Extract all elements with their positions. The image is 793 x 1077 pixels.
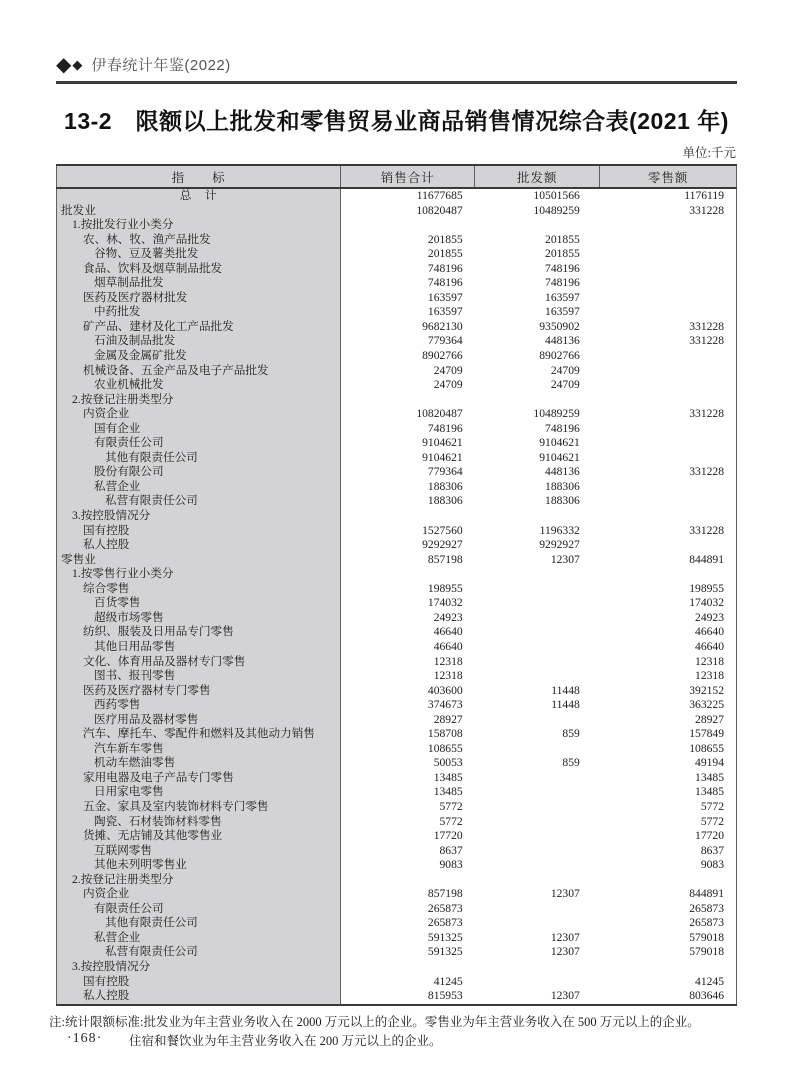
cell-sales-total: 13485 xyxy=(341,785,475,800)
table-row xyxy=(57,364,737,379)
cell-sales-total: 11677685 xyxy=(341,188,475,204)
cell-sales-total: 265873 xyxy=(341,902,475,917)
cell-sales-total: 12318 xyxy=(341,669,475,684)
cell-retail: 12318 xyxy=(695,669,724,683)
row-indicator: 零售业 xyxy=(57,553,341,568)
row-indicator: 陶瓷、石材装饰材料零售 xyxy=(57,815,341,830)
cell-sales-total: 9682130 xyxy=(341,320,475,335)
cell-sales-total: 41245 xyxy=(341,975,475,990)
cell-sales-total: 24709 xyxy=(341,364,475,379)
cell-retail: 198955 xyxy=(689,581,724,595)
cell-sales-total: 188306 xyxy=(341,494,475,509)
cell-wholesale: 201855 xyxy=(545,247,580,261)
cell-retail: 331228 xyxy=(689,203,724,217)
table-row xyxy=(57,451,737,466)
table-row xyxy=(57,945,737,960)
cell-wholesale: 12307 xyxy=(550,552,580,566)
cell-wholesale: 12307 xyxy=(550,887,580,901)
cell-wholesale: 201855 xyxy=(545,232,580,246)
cell-retail: 46640 xyxy=(695,639,724,653)
cell-wholesale xyxy=(475,713,600,728)
cell-wholesale xyxy=(475,800,600,815)
table-row xyxy=(57,524,737,539)
cell-wholesale: 748196 xyxy=(545,421,580,435)
cell-wholesale: 448136 xyxy=(545,465,580,479)
cell-retail: 331228 xyxy=(689,319,724,333)
table-row xyxy=(57,465,737,480)
row-indicator: 汽车、摩托车、零配件和燃料及其他动力销售 xyxy=(57,727,341,742)
cell-retail: 844891 xyxy=(689,887,724,901)
cell-wholesale xyxy=(475,844,600,859)
cell-wholesale xyxy=(475,771,600,786)
cell-retail xyxy=(600,218,737,233)
cell-sales-total: 198955 xyxy=(341,582,475,597)
cell-retail xyxy=(600,349,737,364)
cell-retail: 46640 xyxy=(695,625,724,639)
row-indicator: 1.按批发行业小类分 xyxy=(57,218,341,233)
table-row xyxy=(57,596,737,611)
table-row xyxy=(57,960,737,975)
page-header xyxy=(56,0,737,75)
row-indicator: 机械设备、五金产品及电子产品批发 xyxy=(57,364,341,379)
table-row xyxy=(57,916,737,931)
cell-sales-total: 591325 xyxy=(341,945,475,960)
table-row xyxy=(57,305,737,320)
cell-sales-total xyxy=(341,873,475,888)
cell-sales-total: 8637 xyxy=(341,844,475,859)
row-indicator: 私人控股 xyxy=(57,989,341,1005)
row-indicator: 医药及医疗器材专门零售 xyxy=(57,684,341,699)
cell-wholesale xyxy=(475,960,600,975)
cell-sales-total: 46640 xyxy=(341,640,475,655)
cell-sales-total: 201855 xyxy=(341,233,475,248)
row-indicator: 中药批发 xyxy=(57,305,341,320)
cell-retail: 13485 xyxy=(695,770,724,784)
cell-retail xyxy=(600,393,737,408)
row-indicator: 其他未列明零售业 xyxy=(57,858,341,873)
row-indicator: 有限责任公司 xyxy=(57,436,341,451)
cell-wholesale xyxy=(475,858,600,873)
cell-retail: 331228 xyxy=(689,465,724,479)
cell-wholesale: 10489259 xyxy=(533,203,580,217)
cell-wholesale xyxy=(475,785,600,800)
cell-sales-total: 201855 xyxy=(341,247,475,262)
cell-sales-total: 188306 xyxy=(341,480,475,495)
table-row xyxy=(57,727,737,742)
cell-wholesale: 10489259 xyxy=(533,407,580,421)
table-row xyxy=(57,553,737,568)
table-row xyxy=(57,829,737,844)
row-indicator: 其他有限责任公司 xyxy=(57,451,341,466)
cell-retail xyxy=(600,538,737,553)
cell-sales-total: 9104621 xyxy=(341,451,475,466)
cell-sales-total: 12318 xyxy=(341,655,475,670)
cell-retail xyxy=(600,436,737,451)
table-row xyxy=(57,902,737,917)
cell-retail: 24923 xyxy=(695,610,724,624)
cell-wholesale xyxy=(475,640,600,655)
cell-sales-total: 174032 xyxy=(341,596,475,611)
row-indicator: 石油及制品批发 xyxy=(57,334,341,349)
row-indicator: 私营有限责任公司 xyxy=(57,945,341,960)
cell-sales-total: 591325 xyxy=(341,931,475,946)
cell-retail xyxy=(600,494,737,509)
cell-sales-total: 5772 xyxy=(341,815,475,830)
cell-retail xyxy=(600,960,737,975)
cell-sales-total xyxy=(341,509,475,524)
cell-wholesale xyxy=(475,829,600,844)
row-indicator: 食品、饮料及烟草制品批发 xyxy=(57,262,341,277)
cell-sales-total: 9083 xyxy=(341,858,475,873)
row-indicator: 医疗用品及器材零售 xyxy=(57,713,341,728)
row-indicator: 私营有限责任公司 xyxy=(57,494,341,509)
table-row xyxy=(57,393,737,408)
cell-retail: 331228 xyxy=(689,407,724,421)
table-row xyxy=(57,698,737,713)
table-row xyxy=(57,640,737,655)
cell-sales-total xyxy=(341,960,475,975)
statistics-table xyxy=(56,164,737,1006)
table-row xyxy=(57,349,737,364)
row-indicator: 总 计 xyxy=(57,188,341,204)
row-indicator: 国有企业 xyxy=(57,422,341,437)
cell-sales-total: 163597 xyxy=(341,291,475,306)
row-indicator: 文化、体育用品及器材专门零售 xyxy=(57,655,341,670)
cell-wholesale: 448136 xyxy=(545,334,580,348)
table-row xyxy=(57,320,737,335)
cell-retail: 331228 xyxy=(689,334,724,348)
row-indicator: 批发业 xyxy=(57,204,341,219)
table-row xyxy=(57,771,737,786)
cell-sales-total: 5772 xyxy=(341,800,475,815)
cell-retail: 1176119 xyxy=(684,189,724,202)
table-row xyxy=(57,480,737,495)
row-indicator: 内资企业 xyxy=(57,887,341,902)
cell-sales-total: 8902766 xyxy=(341,349,475,364)
cell-retail: 108655 xyxy=(689,741,724,755)
table-row xyxy=(57,494,737,509)
table-row xyxy=(57,247,737,262)
row-indicator: 私营企业 xyxy=(57,931,341,946)
row-indicator: 国有控股 xyxy=(57,524,341,539)
table-row xyxy=(57,567,737,582)
cell-wholesale: 1196332 xyxy=(539,523,580,537)
diamond-small-icon: ◆ xyxy=(72,57,83,72)
cell-retail: 392152 xyxy=(689,683,724,697)
cell-retail: 157849 xyxy=(689,727,724,741)
cell-wholesale xyxy=(475,975,600,990)
row-indicator: 私营企业 xyxy=(57,480,341,495)
cell-retail: 265873 xyxy=(689,916,724,930)
cell-retail: 17720 xyxy=(695,829,724,843)
cell-sales-total: 374673 xyxy=(341,698,475,713)
row-indicator: 国有控股 xyxy=(57,975,341,990)
row-indicator: 3.按控股情况分 xyxy=(57,960,341,975)
col-header-indicator: 指 标 xyxy=(57,165,341,188)
table-row xyxy=(57,844,737,859)
cell-wholesale xyxy=(475,742,600,757)
cell-sales-total: 10820487 xyxy=(341,407,475,422)
diamond-large-icon: ◆ xyxy=(56,53,72,76)
cell-wholesale: 24709 xyxy=(550,378,580,392)
header-rule xyxy=(56,81,737,84)
table-row xyxy=(57,407,737,422)
row-indicator: 货摊、无店铺及其他零售业 xyxy=(57,829,341,844)
cell-sales-total: 10820487 xyxy=(341,204,475,219)
row-indicator: 百货零售 xyxy=(57,596,341,611)
row-indicator: 矿产品、建材及化工产品批发 xyxy=(57,320,341,335)
cell-wholesale: 163597 xyxy=(545,290,580,304)
cell-wholesale: 859 xyxy=(562,756,580,770)
cell-wholesale xyxy=(475,873,600,888)
cell-sales-total: 24923 xyxy=(341,611,475,626)
row-indicator: 金属及金属矿批发 xyxy=(57,349,341,364)
cell-retail: 5772 xyxy=(700,814,724,828)
row-indicator: 烟草制品批发 xyxy=(57,276,341,291)
cell-retail: 12318 xyxy=(695,654,724,668)
cell-wholesale xyxy=(475,669,600,684)
cell-retail xyxy=(600,276,737,291)
cell-wholesale: 163597 xyxy=(545,305,580,319)
table-row xyxy=(57,873,737,888)
table-row xyxy=(57,669,737,684)
row-indicator: 医药及医疗器材批发 xyxy=(57,291,341,306)
cell-sales-total: 158708 xyxy=(341,727,475,742)
table-row xyxy=(57,188,737,204)
table-row xyxy=(57,975,737,990)
cell-wholesale: 188306 xyxy=(545,479,580,493)
cell-sales-total: 28927 xyxy=(341,713,475,728)
cell-wholesale: 9350902 xyxy=(539,319,580,333)
row-indicator: 其他日用品零售 xyxy=(57,640,341,655)
cell-wholesale xyxy=(475,596,600,611)
cell-retail: 13485 xyxy=(695,785,724,799)
cell-retail: 174032 xyxy=(689,596,724,610)
page-title: 13-2 限额以上批发和零售贸易业商品销售情况综合表(2021 年) xyxy=(64,108,729,134)
cell-retail: 49194 xyxy=(695,756,724,770)
row-indicator: 2.按登记注册类型分 xyxy=(57,873,341,888)
cell-retail xyxy=(600,451,737,466)
row-indicator: 家用电器及电子产品专门零售 xyxy=(57,771,341,786)
cell-wholesale: 12307 xyxy=(550,930,580,944)
row-indicator: 其他有限责任公司 xyxy=(57,916,341,931)
row-indicator: 超级市场零售 xyxy=(57,611,341,626)
col-header-sales-total: 销售合计 xyxy=(341,165,475,188)
cell-sales-total: 748196 xyxy=(341,276,475,291)
row-indicator: 2.按登记注册类型分 xyxy=(57,393,341,408)
row-indicator: 股份有限公司 xyxy=(57,465,341,480)
table-row xyxy=(57,422,737,437)
table-row xyxy=(57,334,737,349)
table-row xyxy=(57,800,737,815)
cell-sales-total: 265873 xyxy=(341,916,475,931)
cell-wholesale: 859 xyxy=(562,727,580,741)
table-row xyxy=(57,756,737,771)
footnotes xyxy=(49,1013,737,1053)
cell-retail xyxy=(600,247,737,262)
unit-label: 单位:千元 xyxy=(682,146,736,160)
cell-sales-total: 748196 xyxy=(341,422,475,437)
cell-sales-total: 1527560 xyxy=(341,524,475,539)
cell-sales-total xyxy=(341,567,475,582)
cell-wholesale xyxy=(475,902,600,917)
cell-wholesale: 748196 xyxy=(545,276,580,290)
cell-retail xyxy=(600,262,737,277)
cell-wholesale xyxy=(475,916,600,931)
cell-sales-total: 9104621 xyxy=(341,436,475,451)
cell-retail: 28927 xyxy=(695,712,724,726)
cell-retail xyxy=(600,873,737,888)
row-indicator: 综合零售 xyxy=(57,582,341,597)
row-indicator: 西药零售 xyxy=(57,698,341,713)
cell-wholesale xyxy=(475,625,600,640)
cell-wholesale xyxy=(475,815,600,830)
row-indicator: 内资企业 xyxy=(57,407,341,422)
table-row xyxy=(57,785,737,800)
cell-retail: 41245 xyxy=(695,974,724,988)
cell-wholesale: 10501566 xyxy=(533,189,580,202)
cell-sales-total: 779364 xyxy=(341,465,475,480)
table-row xyxy=(57,742,737,757)
cell-wholesale xyxy=(475,611,600,626)
table-row xyxy=(57,887,737,902)
table-row xyxy=(57,582,737,597)
cell-retail xyxy=(600,364,737,379)
table-row xyxy=(57,436,737,451)
cell-sales-total: 13485 xyxy=(341,771,475,786)
cell-sales-total: 9292927 xyxy=(341,538,475,553)
cell-retail xyxy=(600,509,737,524)
cell-sales-total: 857198 xyxy=(341,887,475,902)
table-row xyxy=(57,276,737,291)
cell-wholesale: 9292927 xyxy=(539,538,580,552)
cell-wholesale xyxy=(475,582,600,597)
cell-wholesale: 9104621 xyxy=(539,436,580,450)
cell-sales-total: 779364 xyxy=(341,334,475,349)
cell-sales-total: 815953 xyxy=(341,989,475,1005)
cell-sales-total xyxy=(341,393,475,408)
col-header-retail: 零售额 xyxy=(600,165,737,188)
cell-wholesale: 11448 xyxy=(551,683,580,697)
cell-retail: 265873 xyxy=(689,901,724,915)
row-indicator: 机动车燃油零售 xyxy=(57,756,341,771)
table-row xyxy=(57,509,737,524)
table-row xyxy=(57,233,737,248)
cell-retail: 363225 xyxy=(689,698,724,712)
footnote-line-1: 注:统计限额标准:批发业为年主营业务收入在 2000 万元以上的企业。零售业为年主营业务收入在 500 万元以上的企业。 xyxy=(49,1014,700,1029)
table-row xyxy=(57,655,737,670)
cell-sales-total: 46640 xyxy=(341,625,475,640)
cell-wholesale: 8902766 xyxy=(539,349,580,363)
cell-wholesale xyxy=(475,655,600,670)
cell-wholesale xyxy=(475,218,600,233)
cell-sales-total: 163597 xyxy=(341,305,475,320)
row-indicator: 1.按零售行业小类分 xyxy=(57,567,341,582)
yearbook-name: 伊春统计年鉴(2022) xyxy=(91,57,231,74)
cell-retail xyxy=(600,305,737,320)
cell-sales-total: 748196 xyxy=(341,262,475,277)
cell-sales-total: 17720 xyxy=(341,829,475,844)
row-indicator: 农业机械批发 xyxy=(57,378,341,393)
row-indicator: 3.按控股情况分 xyxy=(57,509,341,524)
cell-wholesale xyxy=(475,509,600,524)
cell-retail: 331228 xyxy=(689,523,724,537)
table-row xyxy=(57,684,737,699)
row-indicator: 私人控股 xyxy=(57,538,341,553)
table-row xyxy=(57,204,737,219)
cell-wholesale: 24709 xyxy=(550,363,580,377)
cell-wholesale: 748196 xyxy=(545,261,580,275)
cell-sales-total xyxy=(341,218,475,233)
cell-wholesale: 188306 xyxy=(545,494,580,508)
table-row xyxy=(57,378,737,393)
table-row xyxy=(57,262,737,277)
cell-sales-total: 857198 xyxy=(341,553,475,568)
cell-retail xyxy=(600,422,737,437)
cell-retail: 579018 xyxy=(689,945,724,959)
cell-retail: 579018 xyxy=(689,930,724,944)
cell-sales-total: 403600 xyxy=(341,684,475,699)
table-row xyxy=(57,625,737,640)
cell-retail: 844891 xyxy=(689,552,724,566)
row-indicator: 五金、家具及室内装饰材料专门零售 xyxy=(57,800,341,815)
cell-wholesale: 11448 xyxy=(551,698,580,712)
cell-wholesale xyxy=(475,567,600,582)
cell-retail: 5772 xyxy=(700,799,724,813)
cell-retail: 9083 xyxy=(700,858,724,872)
table-body xyxy=(57,188,737,1005)
table-row xyxy=(57,713,737,728)
cell-wholesale: 12307 xyxy=(550,989,580,1003)
cell-retail: 803646 xyxy=(689,989,724,1003)
row-indicator: 图书、报刊零售 xyxy=(57,669,341,684)
cell-retail xyxy=(600,567,737,582)
row-indicator: 农、林、牧、渔产品批发 xyxy=(57,233,341,248)
col-header-wholesale: 批发额 xyxy=(475,165,600,188)
cell-retail xyxy=(600,291,737,306)
row-indicator: 有限责任公司 xyxy=(57,902,341,917)
cell-wholesale xyxy=(475,393,600,408)
cell-sales-total: 50053 xyxy=(341,756,475,771)
row-indicator: 日用家电零售 xyxy=(57,785,341,800)
table-row xyxy=(57,858,737,873)
row-indicator: 互联网零售 xyxy=(57,844,341,859)
table-row xyxy=(57,218,737,233)
table-row xyxy=(57,989,737,1005)
cell-wholesale: 12307 xyxy=(550,945,580,959)
table-header-row xyxy=(57,165,737,188)
table-row xyxy=(57,815,737,830)
row-indicator: 汽车新车零售 xyxy=(57,742,341,757)
cell-retail: 8637 xyxy=(700,843,724,857)
cell-retail xyxy=(600,378,737,393)
table-row xyxy=(57,611,737,626)
page-number: ·168· xyxy=(67,1031,103,1046)
cell-wholesale: 9104621 xyxy=(539,450,580,464)
table-row xyxy=(57,291,737,306)
table-row xyxy=(57,931,737,946)
row-indicator: 纺织、服装及日用品专门零售 xyxy=(57,625,341,640)
cell-sales-total: 24709 xyxy=(341,378,475,393)
cell-retail xyxy=(600,480,737,495)
row-indicator: 谷物、豆及薯类批发 xyxy=(57,247,341,262)
table-row xyxy=(57,538,737,553)
cell-retail xyxy=(600,233,737,248)
footnote-line-2: 住宿和餐饮业为年主营业务收入在 200 万元以上的企业。 xyxy=(129,1034,442,1049)
cell-sales-total: 108655 xyxy=(341,742,475,757)
